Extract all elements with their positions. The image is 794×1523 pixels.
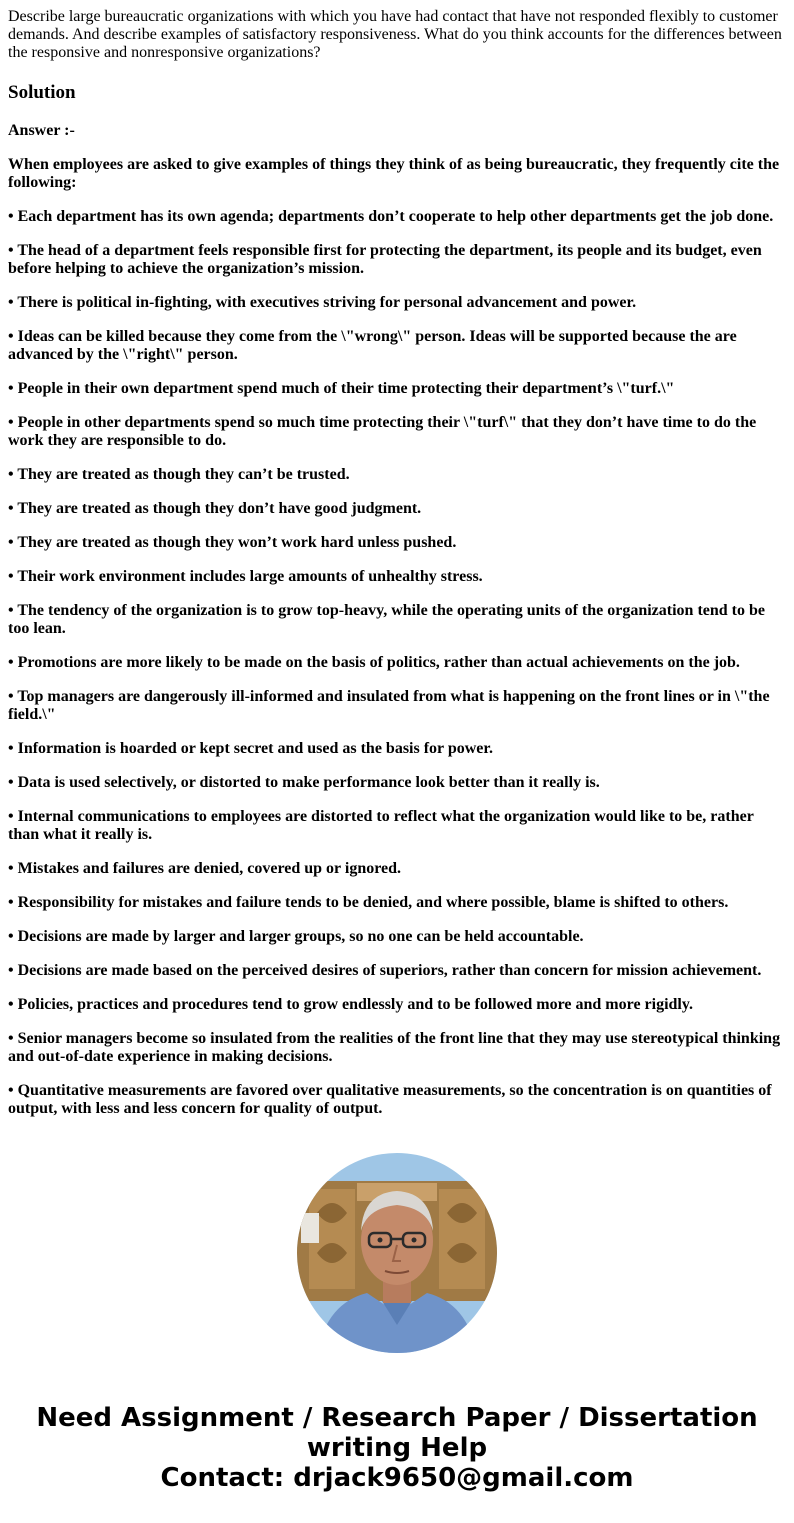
bullet-item: • They are treated as though they don’t have good judgment. <box>8 500 422 517</box>
bullet-item: • The head of a department feels responsible first for protecting the department, its people and its budget, even before helping to achieve the organization’s mission. <box>8 242 762 277</box>
footer-line-2: writing Help <box>306 1433 488 1463</box>
document-content <box>8 0 786 1118</box>
bullet-item: • Data is used selectively, or distorted to make performance look better than it really is. <box>8 774 600 791</box>
bullet-item: • They are treated as though they won’t work hard unless pushed. <box>8 534 457 551</box>
bullet-item: • Policies, practices and procedures tend to grow endlessly and to be followed more and more rigidly. <box>8 996 693 1013</box>
footer-contact-email: Contact: drjack9650@gmail.com <box>160 1463 634 1493</box>
bullet-item: • Promotions are more likely to be made on the basis of politics, rather than actual achievements on the job. <box>8 654 740 671</box>
author-avatar <box>297 1153 497 1353</box>
footer-line-1: Need Assignment / Research Paper / Dissertation <box>36 1403 758 1433</box>
answer-label: Answer :- <box>8 122 75 139</box>
bullet-item: • Decisions are made by larger and larger groups, so no one can be held accountable. <box>8 928 584 945</box>
bullet-item: • Quantitative measurements are favored over qualitative measurements, so the concentration is on quantities of output, with less and less concern for quality of output. <box>8 1082 772 1117</box>
bullet-item: • People in other departments spend so much time protecting their \"turf\" that they don’t have time to do the work they are responsible to do. <box>8 414 757 449</box>
bullet-item: • Top managers are dangerously ill-informed and insulated from what is happening on the front lines or in \"the field.\" <box>8 688 770 723</box>
bullet-item: • People in their own department spend much of their time protecting their department’s \"turf.\" <box>8 380 675 397</box>
solution-heading: Solution <box>8 82 76 103</box>
bullet-item: • Mistakes and failures are denied, covered up or ignored. <box>8 860 402 877</box>
bullet-item: • Senior managers become so insulated from the realities of the front line that they may use stereotypical thinking and out-of-date experience in making decisions. <box>8 1030 781 1065</box>
bullet-item: • There is political in-fighting, with executives striving for personal advancement and power. <box>8 294 637 311</box>
bullet-item: • Responsibility for mistakes and failure tends to be denied, and where possible, blame is shifted to others. <box>8 894 729 911</box>
bullet-item: • Ideas can be killed because they come from the \"wrong\" person. Ideas will be supported because the are advanced by the \"right\" person. <box>8 328 737 363</box>
intro-paragraph: When employees are asked to give examples of things they think of as being bureaucratic, they frequently cite the following: <box>8 156 780 191</box>
bullet-item: • Information is hoarded or kept secret and used as the basis for power. <box>8 740 494 757</box>
bullet-item: • The tendency of the organization is to grow top-heavy, while the operating units of the organization tend to be too lean. <box>8 602 765 637</box>
question-text: Describe large bureaucratic organizations with which you have had contact that have not responded flexibly to customer demands. And describe examples of satisfactory responsiveness. What do you think accounts for the differences between the responsive and nonresponsive organizations? <box>8 8 782 61</box>
bullet-item: • They are treated as though they can’t be trusted. <box>8 466 350 483</box>
bullet-item: • Their work environment includes large amounts of unhealthy stress. <box>8 568 483 585</box>
bullet-item: • Internal communications to employees are distorted to reflect what the organization would like to be, rather than what it really is. <box>8 808 754 843</box>
avatar-portrait <box>297 1153 497 1353</box>
bullet-item: • Decisions are made based on the perceived desires of superiors, rather than concern for mission achievement. <box>8 962 762 979</box>
bullet-item: • Each department has its own agenda; departments don’t cooperate to help other departments get the job done. <box>8 208 774 225</box>
contact-banner <box>0 1403 794 1493</box>
